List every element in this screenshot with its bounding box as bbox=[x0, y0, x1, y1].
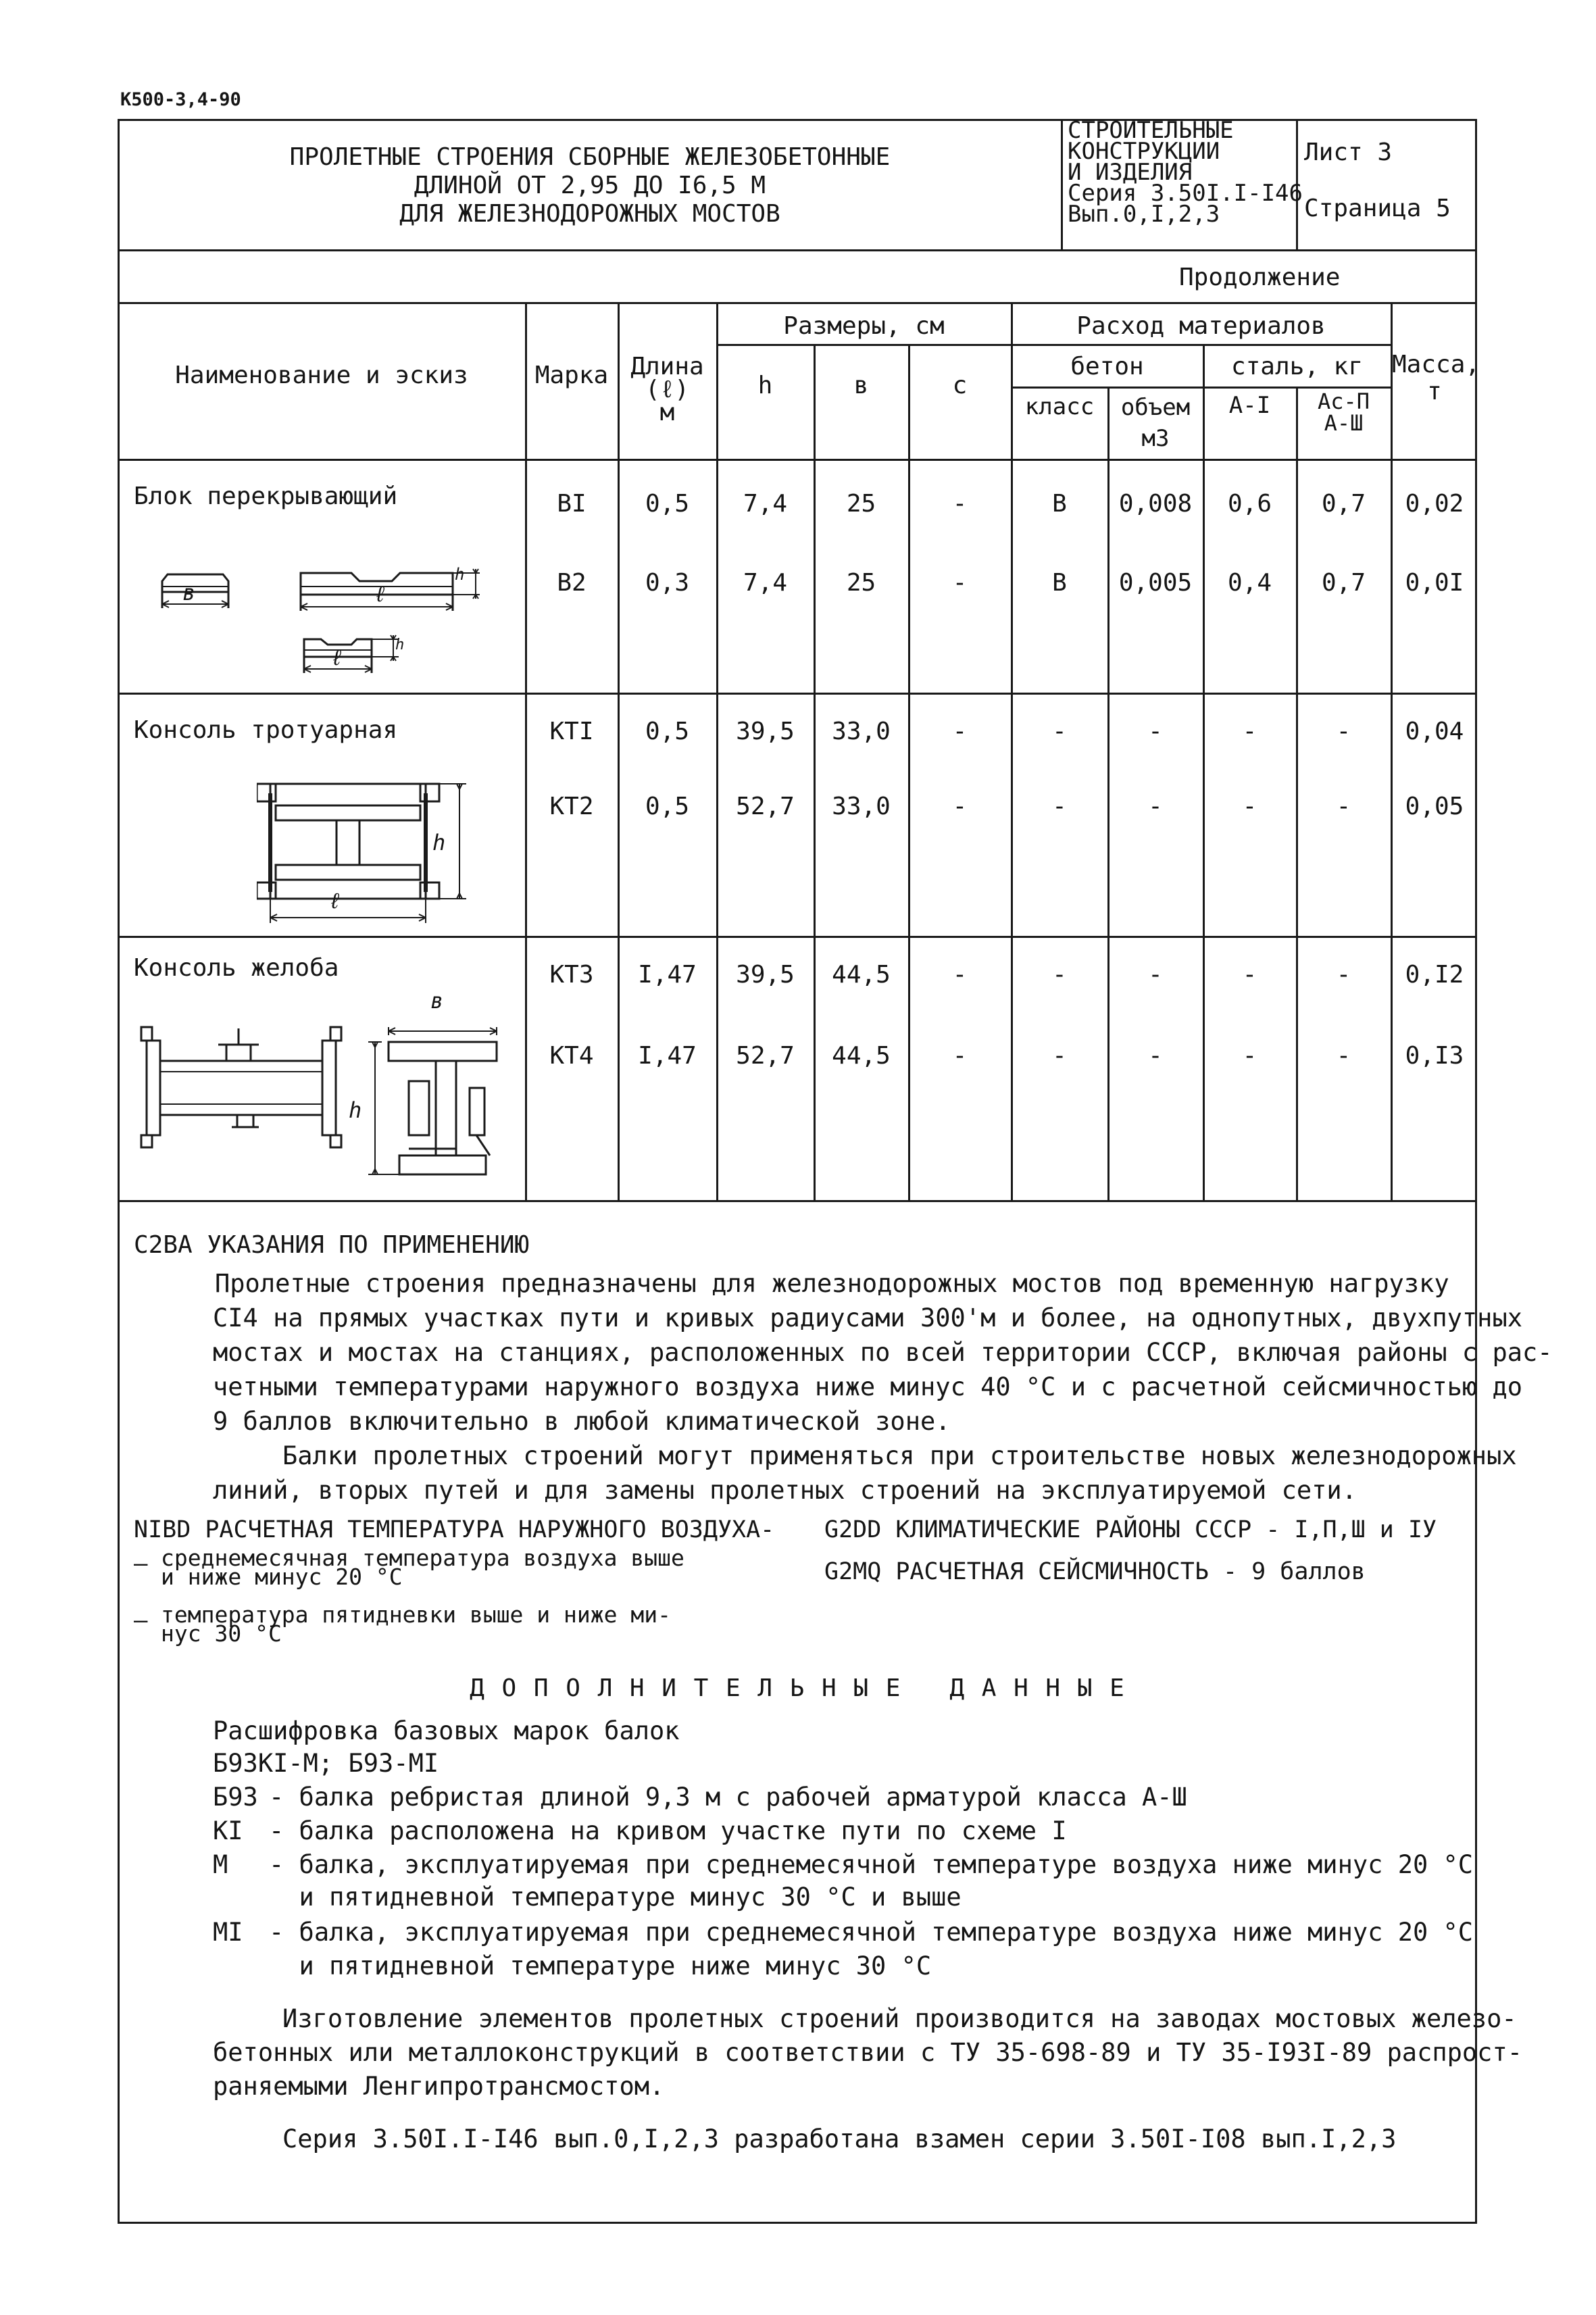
header-acii-1: Ас-П bbox=[1317, 389, 1370, 414]
cell-class: - bbox=[1052, 718, 1067, 745]
header-steel: сталь, кг bbox=[1230, 353, 1364, 380]
cell-volume: - bbox=[1148, 718, 1163, 745]
paragraph-2-line-1: Балки пролетных строений могут применяться при строительстве новых железнодорожных bbox=[282, 1441, 1517, 1470]
decoding-value-1: - балка ребристая длиной 9,3 м с рабочей арматурой класса А-Ш bbox=[269, 1783, 1187, 1812]
header-sizes: Размеры, см bbox=[783, 312, 945, 340]
cell-mass: 0,05 bbox=[1405, 793, 1464, 820]
cell-acii: - bbox=[1336, 718, 1351, 745]
header-name: Наименование и эскиз bbox=[175, 362, 468, 389]
sketch-label-l-short: ℓ bbox=[330, 645, 344, 670]
cell-c: - bbox=[952, 569, 968, 597]
header-h: h bbox=[757, 372, 773, 399]
cell-h: 39,5 bbox=[736, 961, 795, 989]
cell-b: 25 bbox=[846, 490, 876, 518]
cell-length: 0,5 bbox=[645, 718, 690, 745]
temp-item-dash-1: – bbox=[134, 1550, 148, 1577]
header-length-1: Длина bbox=[630, 353, 704, 380]
cell-acii: - bbox=[1336, 961, 1351, 989]
cell-class: В bbox=[1052, 490, 1067, 518]
cell-c: - bbox=[952, 1042, 968, 1070]
header-divider-1 bbox=[1061, 119, 1063, 249]
paragraph-1-line-3: мостах и мостах на станциях, расположенных по всей территории СССР, включая районы с рас- bbox=[213, 1338, 1553, 1367]
decoding-value-4-line-1: - балка, эксплуатируемая при среднемесячной температуре воздуха ниже минус 20 °С bbox=[269, 1918, 1474, 1947]
trough-console-sketch bbox=[139, 987, 524, 1189]
header-acii-2: А-Ш bbox=[1324, 410, 1364, 436]
cell-mass: 0,I2 bbox=[1405, 961, 1464, 989]
series-replacement-note: Серия 3.50I.I-I46 вып.0,I,2,3 разработана взамен серии 3.50I-I08 вып.I,2,3 bbox=[282, 2124, 1397, 2154]
temp-item-2-line-2: нус 30 °С bbox=[161, 1620, 282, 1647]
console-label-l: ℓ bbox=[328, 888, 342, 914]
header-length-3: м bbox=[659, 399, 675, 426]
trough-label-h: h bbox=[349, 1097, 362, 1123]
seismic-rating: G2MQ РАСЧЕТНАЯ СЕЙСМИЧНОСТЬ - 9 баллов bbox=[824, 1558, 1366, 1585]
decoding-key-1: Б93 bbox=[213, 1783, 258, 1812]
header-length-2: (ℓ) bbox=[645, 376, 689, 403]
col-line-a1 bbox=[1203, 344, 1205, 1200]
decoding-value-4-line-2: и пятидневной температуре ниже минус 30 °С bbox=[269, 1951, 932, 1981]
group-name-trough-console: Консоль желоба bbox=[134, 954, 339, 982]
cell-acii: 0,7 bbox=[1321, 569, 1366, 597]
header-length bbox=[619, 355, 716, 424]
category-line-3: И ИЗДЕЛИЯ bbox=[1068, 159, 1193, 186]
paragraph-1-line-2: СI4 на прямых участках пути и кривых радиусами 300'м и более, на однопутных, двухпутных bbox=[213, 1303, 1523, 1333]
decoding-value-3-line-1: - балка, эксплуатируемая при среднемесячной температуре воздуха ниже минус 20 °С bbox=[269, 1850, 1474, 1879]
cell-class: - bbox=[1052, 793, 1067, 820]
temp-item-1-line-2: и ниже минус 20 °С bbox=[161, 1564, 403, 1590]
cell-a1: 0,4 bbox=[1227, 569, 1272, 597]
category-line-2: КОНСТРУКЦИИ bbox=[1068, 138, 1220, 165]
cell-a1: - bbox=[1242, 961, 1257, 989]
category-line-1: СТРОИТЕЛЬНЫЕ bbox=[1068, 117, 1234, 144]
header-class: класс bbox=[1024, 393, 1095, 420]
header-materials: Расход материалов bbox=[1076, 312, 1326, 340]
cell-h: 7,4 bbox=[743, 490, 788, 518]
category-series: Серия 3.50I.I-I46 bbox=[1068, 180, 1303, 207]
cell-volume: - bbox=[1148, 793, 1163, 820]
header-bottom-line bbox=[118, 249, 1477, 251]
category-issue: Вып.0,I,2,3 bbox=[1068, 201, 1220, 228]
header-title bbox=[120, 143, 1059, 228]
cell-length: I,47 bbox=[638, 1042, 697, 1070]
manufacture-line-1: Изготовление элементов пролетных строений производится на заводах мостовых железо- bbox=[282, 2004, 1517, 2033]
header-bottom bbox=[118, 459, 1477, 461]
decoding-value-3-line-2: и пятидневной температуре минус 30 °С и выше bbox=[269, 1883, 962, 1912]
header-category bbox=[1068, 117, 1303, 228]
decoding-key-2: КI bbox=[213, 1816, 243, 1845]
cell-mark: B2 bbox=[557, 569, 587, 597]
manufacture-line-3: раняемыми Ленгипротрансмостом. bbox=[213, 2072, 665, 2101]
cell-mark: КТ4 bbox=[549, 1042, 594, 1070]
header-volume bbox=[1109, 392, 1202, 454]
cell-length: 0,3 bbox=[645, 569, 690, 597]
decoding-example: Б93КI-М; Б93-МI bbox=[213, 1749, 439, 1778]
header-title-line-3: ДЛЯ ЖЕЛЕЗНОДОРОЖНЫХ МОСТОВ bbox=[399, 200, 780, 228]
cell-class: - bbox=[1052, 1042, 1067, 1070]
temp-item-2 bbox=[161, 1601, 671, 1647]
sketch-label-b: в bbox=[182, 580, 196, 605]
paragraph-1-line-5: 9 баллов включительно в любой климатической зоне. bbox=[213, 1407, 951, 1436]
cell-h: 7,4 bbox=[743, 569, 788, 597]
console-outline bbox=[270, 784, 426, 899]
header-title-line-1: ПРОЛЕТНЫЕ СТРОЕНИЯ СБОРНЫЕ ЖЕЛЕЗОБЕТОННЫЕ bbox=[289, 143, 891, 171]
document-code: К500-3,4-90 bbox=[120, 89, 241, 110]
continuation-label: Продолжение bbox=[1179, 264, 1341, 291]
table-top-line bbox=[118, 302, 1477, 304]
temp-item-1-line-1: среднемесячная температура воздуха выше bbox=[161, 1545, 684, 1571]
cell-mass: 0,04 bbox=[1405, 718, 1464, 745]
group-1-bottom bbox=[118, 693, 1477, 695]
trough-body bbox=[160, 1061, 322, 1115]
additional-data-heading: Д О П О Л Н И Т Е Л Ь Н Ы Е Д А Н Н Ы Е bbox=[470, 1674, 1126, 1702]
decoding-value-2: - балка расположена на кривом участке пути по схеме I bbox=[269, 1816, 1067, 1845]
cell-c: - bbox=[952, 718, 968, 745]
temp-item-dash-2: – bbox=[134, 1607, 148, 1634]
sketch-label-l: ℓ bbox=[374, 581, 387, 607]
cell-mass: 0,0I bbox=[1405, 569, 1464, 597]
cell-h: 52,7 bbox=[736, 1042, 795, 1070]
trough-label-b: в bbox=[430, 988, 444, 1014]
header-concrete: бетон bbox=[1070, 353, 1144, 380]
decoding-title: Расшифровка базовых марок балок bbox=[213, 1716, 680, 1745]
group-2-bottom bbox=[118, 936, 1477, 938]
application-heading: С2ВА УКАЗАНИЯ ПО ПРИМЕНЕНИЮ bbox=[134, 1231, 530, 1259]
cell-mass: 0,I3 bbox=[1405, 1042, 1464, 1070]
sketch-label-h-short: h bbox=[395, 637, 405, 653]
cell-b: 44,5 bbox=[832, 1042, 891, 1070]
cell-class: В bbox=[1052, 569, 1067, 597]
cell-b: 33,0 bbox=[832, 793, 891, 820]
temp-item-1 bbox=[161, 1545, 684, 1590]
paragraph-1-line-4: четными температурами наружного воздуха ниже минус 40 °С и с расчетной сейсмичностью до bbox=[213, 1372, 1523, 1401]
cell-c: - bbox=[952, 793, 968, 820]
header-acii bbox=[1297, 391, 1390, 434]
trough-side-top bbox=[389, 1042, 497, 1061]
block-sketch bbox=[149, 554, 500, 689]
paragraph-2-line-2: линий, вторых путей и для замены пролетных строений на эксплуатируемой сети. bbox=[213, 1476, 1357, 1505]
cell-class: - bbox=[1052, 961, 1067, 989]
cell-a1: - bbox=[1242, 718, 1257, 745]
header-a1: А-I bbox=[1228, 392, 1271, 419]
header-mass-2: т bbox=[1427, 378, 1442, 405]
col-line-c bbox=[908, 344, 910, 1200]
cell-volume: - bbox=[1148, 961, 1163, 989]
header-mass-1: Масса, bbox=[1392, 351, 1480, 378]
cell-h: 39,5 bbox=[736, 718, 795, 745]
decoding-key-3: М bbox=[213, 1850, 228, 1879]
cell-acii: - bbox=[1336, 1042, 1351, 1070]
cell-a1: - bbox=[1242, 1042, 1257, 1070]
header-mid-line bbox=[716, 344, 1391, 346]
cell-length: 0,5 bbox=[645, 793, 690, 820]
table-bottom bbox=[118, 1200, 1477, 1202]
page-number: Страница 5 bbox=[1304, 195, 1451, 222]
cell-acii: 0,7 bbox=[1321, 490, 1366, 518]
cell-volume: 0,008 bbox=[1118, 490, 1193, 518]
decoding-key-4: МI bbox=[213, 1918, 243, 1947]
cell-mark: КТ2 bbox=[549, 793, 594, 820]
sheet-number: Лист 3 bbox=[1304, 139, 1393, 166]
manufacture-line-2: бетонных или металлоконструкций в соответствии с ТУ 35-698-89 и ТУ 35-I93I-89 распрост- bbox=[213, 2038, 1523, 2067]
sketch-label-h: h bbox=[455, 565, 465, 584]
cell-c: - bbox=[952, 490, 968, 518]
cell-length: I,47 bbox=[638, 961, 697, 989]
group-name-sidewalk-console: Консоль тротуарная bbox=[134, 716, 398, 744]
header-mass bbox=[1392, 351, 1480, 405]
paragraph-1-line-1: Пролетные строения предназначены для железнодорожных мостов под временную нагрузку bbox=[215, 1269, 1449, 1298]
cell-mark: КТ3 bbox=[549, 961, 594, 989]
cell-b: 44,5 bbox=[832, 961, 891, 989]
cell-mass: 0,02 bbox=[1405, 490, 1464, 518]
cell-h: 52,7 bbox=[736, 793, 795, 820]
cell-length: 0,5 bbox=[645, 490, 690, 518]
cell-mark: BI bbox=[557, 490, 587, 518]
header-volume-1: объем bbox=[1120, 394, 1191, 421]
cell-a1: 0,6 bbox=[1227, 490, 1272, 518]
cell-a1: - bbox=[1242, 793, 1257, 820]
group-name-block: Блок перекрывающий bbox=[134, 482, 398, 510]
cell-b: 25 bbox=[846, 569, 876, 597]
header-b: в bbox=[853, 372, 869, 399]
cell-acii: - bbox=[1336, 793, 1351, 820]
cell-b: 33,0 bbox=[832, 718, 891, 745]
temp-item-2-line-1: температура пятидневки выше и ниже ми- bbox=[161, 1601, 671, 1628]
cell-mark: КТI bbox=[549, 718, 594, 745]
temperature-heading: NIBD РАСЧЕТНАЯ ТЕМПЕРАТУРА НАРУЖНОГО ВОЗДУХА- bbox=[134, 1516, 775, 1543]
climate-regions: G2DD КЛИМАТИЧЕСКИЕ РАЙОНЫ СССР - I,П,Ш и IУ bbox=[824, 1516, 1437, 1543]
console-label-h: h bbox=[432, 830, 446, 855]
header-volume-2: м3 bbox=[1141, 425, 1170, 452]
header-title-line-2: ДЛИНОЙ ОТ 2,95 ДО I6,5 М bbox=[414, 172, 766, 199]
cell-volume: - bbox=[1148, 1042, 1163, 1070]
header-c: с bbox=[952, 372, 968, 399]
cell-volume: 0,005 bbox=[1118, 569, 1193, 597]
col-line-b bbox=[814, 344, 816, 1200]
header-mark: Марка bbox=[534, 362, 609, 389]
cell-c: - bbox=[952, 961, 968, 989]
